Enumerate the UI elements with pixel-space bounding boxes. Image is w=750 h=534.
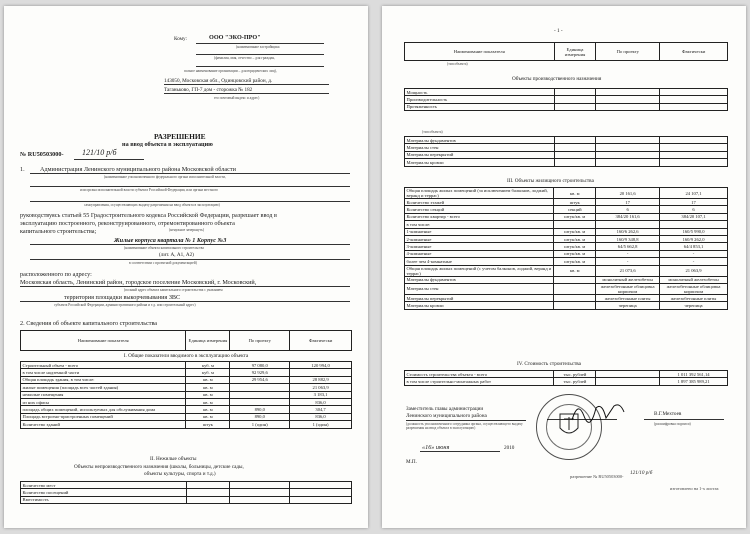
table-row bbox=[405, 159, 728, 166]
indicator-cell: Количество этажей bbox=[405, 199, 554, 206]
unit-cell bbox=[554, 103, 596, 110]
project-cell bbox=[596, 378, 660, 385]
permit-number-handwritten: 121/10 р/б bbox=[82, 148, 117, 157]
table-row bbox=[21, 489, 352, 496]
indicator-cell: Материалы кровли bbox=[405, 302, 554, 309]
table-row bbox=[21, 413, 352, 420]
actual-cell bbox=[290, 489, 352, 496]
table-row bbox=[405, 151, 728, 158]
unit-cell bbox=[186, 482, 230, 489]
signatory-role-1: Заместитель главы администрации bbox=[406, 406, 484, 412]
actual-cell bbox=[660, 89, 728, 96]
indicator-cell: в том числе строительно-монтажных работ bbox=[405, 378, 554, 385]
indicator-cell: площадь общих помещений, используемых для обслуживания дома bbox=[21, 406, 186, 413]
document-page-right: - 1 - Наименование показателя Единица измерения По проекту Фактически (тип объекта) Объекты производственного назначения Мощность Производительность Протяженность (тип объекта) Материалы фундаментов Материалы стен Материалы перекрытий Материалы кровли III. Объекты жилищного строительства Общая площадь жилых помещений (за исключением балконов, лоджий, веранд и террас) кв. м 20 161,6 24 107,1 Количество этажей штук 17 17 Количество секций секций 6 6 Количество квартир - всего штук/кв. м 384/20 161,6 384/20 107,1 в том числе: 1-комнатные штук/кв. м 160/6 262,6 160/5 990,0 2-комнатные штук/кв. м 160/9 348,8 160/9 262,0 3-комнатные штук/кв. м 64/5 662,8 64/4 853,1 4-комнатные штук/кв. м - - более чем 4-комнатные штук/кв. м - - Общая площадь жилых помещений (с учетом балконов, лоджий, веранд и террас) кв. м 21 073,6 21 063,9 Материалы фундаментов монолитный железобетон монолитный железобетон Материалы стен железобетонные облицовка кирпичом железобетонные облицовка кирпичом Материалы перекрытий железобетонные плиты железобетонные плиты Материалы кровли черепица черепица IV. Стоимость строительства Стоимость строительства объекта - всего тыс. рублей 1 011 392 561,14 в том числе строительно-монтажных работ тыс. рублей 1 897 385 989,21 Заместитель главы администрации Ленинского муниципального района (должность уполномоченного сотрудника органа, осуществляющего выдачу разрешения на ввод объекта в эксплуатацию) В.Г.Мехтоев (расшифровка подписи) «16» июня 2010 М.П. разрешение № RU50503000- 121/10 р/б изготовлено на 1-х листах bbox=[382, 6, 746, 528]
indicator-cell: Материалы кровли bbox=[405, 159, 555, 166]
table-row bbox=[21, 391, 352, 398]
actual-cell: 836,0 bbox=[290, 413, 352, 420]
project-cell bbox=[596, 221, 660, 228]
project-cell: 97 080,0 bbox=[230, 362, 290, 369]
page-number: - 1 - bbox=[554, 28, 563, 34]
unit-cell bbox=[554, 137, 596, 144]
unit-cell: кв. м bbox=[554, 188, 596, 199]
table-row bbox=[405, 188, 728, 199]
actual-cell bbox=[660, 103, 728, 110]
unit-cell bbox=[554, 283, 596, 294]
issue-year: 2010 bbox=[504, 445, 515, 451]
indicators-table-right-header: Наименование показателя Единица измерения По проекту Фактически bbox=[404, 42, 728, 61]
table-row bbox=[21, 482, 352, 489]
actual-cell: - bbox=[660, 250, 728, 257]
actual-cell: 3 183,1 bbox=[290, 391, 352, 398]
table-row bbox=[405, 378, 728, 385]
project-cell: - bbox=[596, 250, 660, 257]
actual-cell bbox=[660, 151, 728, 158]
project-cell bbox=[596, 159, 660, 166]
indicator-cell: 3-комнатные bbox=[405, 243, 554, 250]
footer-permit-label: разрешение № RU50503000- bbox=[570, 474, 624, 479]
object-name: Жилые корпуса квартала № 1 Корпус №3 bbox=[114, 237, 227, 244]
recipient-address-1: 143050, Московская обл., Одинцовский район, д. bbox=[164, 78, 273, 84]
indicator-cell: Строительный объем - всего bbox=[21, 362, 186, 369]
project-cell bbox=[230, 489, 290, 496]
indicator-cell: более чем 4-комнатные bbox=[405, 258, 554, 265]
unit-cell bbox=[186, 489, 230, 496]
actual-cell: 21 063,9 bbox=[660, 265, 728, 276]
project-cell bbox=[596, 371, 660, 378]
unit-cell: штук/кв. м bbox=[554, 258, 596, 265]
actual-cell bbox=[660, 159, 728, 166]
project-cell: железобетонные плиты bbox=[596, 294, 660, 301]
actual-cell: 160/5 990,0 bbox=[660, 228, 728, 235]
unit-cell bbox=[554, 302, 596, 309]
table-row bbox=[405, 276, 728, 283]
unit-cell bbox=[554, 294, 596, 301]
unit-cell: кв. м bbox=[186, 413, 230, 420]
indicator-cell: жилые помещения (площадь всех частей здания) bbox=[21, 384, 186, 391]
indicator-cell: Производительность bbox=[405, 96, 555, 103]
section-i-heading: I. Общие показатели вводимого в эксплуатацию объекта bbox=[123, 353, 249, 359]
project-cell: железобетонные облицовка кирпичом bbox=[596, 283, 660, 294]
table-row bbox=[405, 228, 728, 235]
indicator-cell: Мощность bbox=[405, 89, 555, 96]
project-cell: 64/5 662,8 bbox=[596, 243, 660, 250]
indicator-cell: из них офисы bbox=[21, 398, 186, 405]
unit-cell: кв. м bbox=[186, 376, 230, 383]
actual-cell: - bbox=[660, 258, 728, 265]
project-cell: 160/6 262,6 bbox=[596, 228, 660, 235]
table-row bbox=[21, 398, 352, 405]
unit-cell: штук bbox=[186, 421, 230, 428]
actual-cell bbox=[660, 137, 728, 144]
indicator-cell: Вместимость bbox=[21, 496, 187, 503]
indicator-cell: Количество квартир - всего bbox=[405, 213, 554, 220]
indicator-cell: Количество посещений bbox=[21, 489, 187, 496]
cost-table bbox=[404, 370, 728, 386]
indicator-cell: Материалы стен bbox=[405, 283, 554, 294]
footer-sheets-note: изготовлено на 1-х листах bbox=[670, 486, 719, 491]
table-row bbox=[21, 406, 352, 413]
table-row bbox=[405, 199, 728, 206]
project-cell bbox=[596, 96, 660, 103]
table-row bbox=[405, 294, 728, 301]
seal-place-label: М.П. bbox=[406, 459, 417, 465]
project-cell bbox=[596, 89, 660, 96]
unit-cell: куб. м bbox=[186, 362, 230, 369]
project-cell: - bbox=[596, 258, 660, 265]
production-materials-table bbox=[404, 136, 728, 167]
indicator-cell: Материалы стен bbox=[405, 144, 555, 151]
document-title: РАЗРЕШЕНИЕ bbox=[154, 132, 206, 141]
indicator-cell: 2-комнатные bbox=[405, 235, 554, 242]
table-row bbox=[405, 250, 728, 257]
actual-cell: 304,7 bbox=[290, 406, 352, 413]
indicators-table-left bbox=[20, 330, 352, 429]
recipient-address-2: Таганьково, ГП-7 дом - сторожка № 182 bbox=[164, 87, 253, 93]
table-row bbox=[21, 384, 352, 391]
unit-cell: штук bbox=[554, 199, 596, 206]
signatory-role-2: Ленинского муниципального района bbox=[406, 413, 487, 419]
permit-number-label: № RU50503000- bbox=[20, 151, 64, 158]
unit-cell: штук/кв. м bbox=[554, 235, 596, 242]
table-row bbox=[21, 376, 352, 383]
table-row bbox=[405, 235, 728, 242]
indicator-cell: Количество секций bbox=[405, 206, 554, 213]
issuing-authority: Администрация Ленинского муниципального района Московской области bbox=[40, 166, 236, 173]
actual-cell: 160/9 262,0 bbox=[660, 235, 728, 242]
project-cell bbox=[596, 103, 660, 110]
project-cell bbox=[230, 391, 290, 398]
unit-cell: кв. м bbox=[186, 391, 230, 398]
nonresidential-table bbox=[20, 481, 352, 504]
table-row bbox=[21, 496, 352, 503]
table-row bbox=[405, 221, 728, 228]
table-row bbox=[405, 103, 728, 110]
indicator-cell: Материалы перекрытий bbox=[405, 294, 554, 301]
unit-cell bbox=[186, 496, 230, 503]
actual-cell: 836,0 bbox=[290, 398, 352, 405]
object-address-2: территория площадки выкорчевывания ЗВС bbox=[64, 294, 181, 301]
actual-cell: 64/4 853,1 bbox=[660, 243, 728, 250]
actual-cell: 24 107,1 bbox=[660, 188, 728, 199]
indicator-cell: Материалы фундаментов bbox=[405, 137, 555, 144]
actual-cell: черепица bbox=[660, 302, 728, 309]
unit-cell bbox=[554, 144, 596, 151]
footer-permit-number: 121/10 р/б bbox=[630, 470, 653, 476]
project-cell bbox=[596, 137, 660, 144]
unit-cell: штук/кв. м bbox=[554, 243, 596, 250]
header-unit: Единица измерения bbox=[186, 331, 230, 351]
indicator-cell: Количество зданий bbox=[21, 421, 186, 428]
project-cell: 17 bbox=[596, 199, 660, 206]
project-cell bbox=[230, 496, 290, 503]
actual-cell: 1 011 392 561,14 bbox=[660, 371, 728, 378]
actual-cell bbox=[660, 96, 728, 103]
indicator-cell: Общая площадь жилых помещений (с учетом балконов, лоджий, веранд и террас) bbox=[405, 265, 554, 276]
actual-cell bbox=[660, 144, 728, 151]
actual-cell: 120 994,0 bbox=[290, 362, 352, 369]
table-row bbox=[405, 243, 728, 250]
project-cell: 6 bbox=[596, 206, 660, 213]
actual-cell: монолитный железобетон bbox=[660, 276, 728, 283]
project-cell: 21 073,6 bbox=[596, 265, 660, 276]
header-project: По проекту bbox=[230, 331, 290, 351]
indicator-cell: 1-комнатные bbox=[405, 228, 554, 235]
table-row bbox=[405, 137, 728, 144]
unit-cell bbox=[554, 221, 596, 228]
actual-cell: железобетонные плиты bbox=[660, 294, 728, 301]
project-cell bbox=[596, 144, 660, 151]
section-ii-heading: II. Нежилые объекты bbox=[150, 456, 197, 462]
project-cell: 384/20 161,6 bbox=[596, 213, 660, 220]
project-cell: 160/9 348,8 bbox=[596, 235, 660, 242]
table-row bbox=[405, 206, 728, 213]
indicator-cell: Общая площадь жилых помещений (за исключением балконов, лоджий, веранд и террас) bbox=[405, 188, 554, 199]
unit-cell: штук/кв. м bbox=[554, 228, 596, 235]
table-row bbox=[405, 302, 728, 309]
unit-cell bbox=[554, 96, 596, 103]
table-row bbox=[21, 421, 352, 428]
indicator-cell: Протяженность bbox=[405, 103, 555, 110]
table-row bbox=[405, 283, 728, 294]
unit-cell: тыс. рублей bbox=[554, 371, 596, 378]
handwritten-signature bbox=[568, 398, 628, 426]
unit-cell: кв. м bbox=[186, 384, 230, 391]
table-row bbox=[405, 89, 728, 96]
project-cell bbox=[596, 151, 660, 158]
indicator-cell: Материалы фундаментов bbox=[405, 276, 554, 283]
unit-cell bbox=[554, 151, 596, 158]
actual-cell: железобетонные облицовка кирпичом bbox=[660, 283, 728, 294]
issue-date: «16» июня bbox=[422, 444, 450, 451]
indicator-cell: в том числе надземной части bbox=[21, 369, 186, 376]
project-cell bbox=[230, 398, 290, 405]
indicator-cell: 4-комнатные bbox=[405, 250, 554, 257]
production-table bbox=[404, 88, 728, 111]
unit-cell: штук/кв. м bbox=[554, 213, 596, 220]
unit-cell bbox=[554, 276, 596, 283]
unit-cell: кв. м bbox=[554, 265, 596, 276]
actual-cell: 1 897 385 989,21 bbox=[660, 378, 728, 385]
indicator-cell: нежилые помещения bbox=[21, 391, 186, 398]
actual-cell: 21 063,9 bbox=[290, 384, 352, 391]
unit-cell: секций bbox=[554, 206, 596, 213]
table-row bbox=[405, 265, 728, 276]
actual-cell bbox=[290, 369, 352, 376]
project-cell: 1 (один) bbox=[230, 421, 290, 428]
table-row bbox=[21, 369, 352, 376]
object-letters: (лит. А, А1, А2) bbox=[159, 252, 194, 258]
project-cell: черепица bbox=[596, 302, 660, 309]
unit-cell: тыс. рублей bbox=[554, 378, 596, 385]
project-cell: 29 954,6 bbox=[230, 376, 290, 383]
project-cell: 890,0 bbox=[230, 413, 290, 420]
project-cell bbox=[230, 482, 290, 489]
actual-cell: 1 (один) bbox=[290, 421, 352, 428]
unit-cell bbox=[554, 159, 596, 166]
actual-cell: 28 882,9 bbox=[290, 376, 352, 383]
table-row bbox=[405, 371, 728, 378]
actual-cell bbox=[290, 482, 352, 489]
unit-cell: куб. м bbox=[186, 369, 230, 376]
signatory-name: В.Г.Мехтоев bbox=[654, 411, 682, 417]
indicator-cell: Общая площадь здания, в том числе: bbox=[21, 376, 186, 383]
actual-cell: 384/20 107,1 bbox=[660, 213, 728, 220]
project-cell: 20 161,6 bbox=[596, 188, 660, 199]
table-row bbox=[405, 258, 728, 265]
project-cell: монолитный железобетон bbox=[596, 276, 660, 283]
indicator-cell: Площадь встроено-пристроенных помещений bbox=[21, 413, 186, 420]
section-2-heading: 2. Сведения об объекте капитального строительства bbox=[20, 320, 158, 327]
unit-cell: штук/кв. м bbox=[554, 250, 596, 257]
table-row bbox=[405, 213, 728, 220]
header-actual: Фактически bbox=[290, 331, 352, 351]
unit-cell bbox=[554, 89, 596, 96]
unit-cell: кв. м bbox=[186, 406, 230, 413]
to-label: Кому: bbox=[174, 36, 187, 42]
object-address: Московская область, Ленинский район, городское поселение Московский, г. Московский, bbox=[20, 279, 257, 286]
project-cell: 92 929,6 bbox=[230, 369, 290, 376]
document-page-left: Кому: ООО "ЭКО-ПРО" (наименование застройщика (фамилия, имя, отчество – для граждан, полное наименование организации – для юридических лиц), 143050, Московская обл., Одинцовский район, д. Таганьково, ГП-7 дом - сторожка № 182 его почтовый индекс и адрес) РАЗРЕШЕНИЕ на ввод объекта в эксплуатацию № RU50503000- 121/10 р/б 1. Администрация Ленинского муниципального района Московской области (наименование уполномоченного федерального органа исполнительной власти, или органа исполнительной власти субъекта Российской Федерации, или органа местного самоуправления, осуществляющих выдачу разрешения на ввод объекта в эксплуатацию) руководствуясь статьей 55 Градостроительного кодекса Российской Федерации, разрешает ввод в эксплуатацию построенного, реконструированного, отремонтированного объекта капитального строительства; (ненужное зачеркнуть) Жилые корпуса квартала № 1 Корпус №3 (наименование объекта капитального строительства (лит. А, А1, А2) в соответствии с проектной документацией) расположенного по адресу: Московская область, Ленинский район, городское поселение Московский, г. Московский, (полный адрес объекта капитального строительства с указанием территория площадки выкорчевывания ЗВС субъекта Российской Федерации, административного района и т.д. или строительный адрес) 2. Сведения об объекте капитального строительства Наименование показателя Единица измерения По проекту Фактически I. Общие показатели вводимого в эксплуатацию объекта Строительный объем - всего куб. м 97 080,0 120 994,0 в том числе надземной части куб. м 92 929,6 Общая площадь здания, в том числе: кв. м 29 954,6 28 882,9 жилые помещения (площадь всех частей здания) кв. м 21 063,9 нежилые помещения кв. м 3 183,1 из них офисы кв. м 836,0 площадь общих помещений, используемых для обслуживания дома кв. м 890,0 304,7 Площадь встроено-пристроенных помещений кв. м 890,0 836,0 Количество зданий штук 1 (один) 1 (один) II. Нежилые объекты Объекты непроизводственного назначения (школы, больницы, детские сады, объекты культуры, спорта и т.д.) Количество мест Количество посещений Вместимость bbox=[4, 6, 368, 528]
unit-cell: кв. м bbox=[186, 398, 230, 405]
project-cell bbox=[230, 384, 290, 391]
actual-cell bbox=[290, 496, 352, 503]
indicator-cell: Количество мест bbox=[21, 482, 187, 489]
indicator-cell: в том числе: bbox=[405, 221, 554, 228]
production-objects-heading: Объекты производственного назначения bbox=[512, 76, 602, 82]
table-row bbox=[405, 144, 728, 151]
residential-table bbox=[404, 187, 728, 310]
indicator-cell: Стоимость строительства объекта - всего bbox=[405, 371, 554, 378]
actual-cell bbox=[660, 221, 728, 228]
header-indicator: Наименование показателя bbox=[21, 331, 186, 351]
table-row bbox=[405, 96, 728, 103]
table-row bbox=[21, 362, 352, 369]
recipient-name: ООО "ЭКО-ПРО" bbox=[209, 34, 261, 41]
section-iii-heading: III. Объекты жилищного строительства bbox=[507, 178, 594, 184]
actual-cell: 17 bbox=[660, 199, 728, 206]
actual-cell: 6 bbox=[660, 206, 728, 213]
document-subtitle: на ввод объекта в эксплуатацию bbox=[122, 141, 213, 148]
project-cell: 890,0 bbox=[230, 406, 290, 413]
section-iv-heading: IV. Стоимость строительства bbox=[517, 361, 581, 367]
indicator-cell: Материалы перекрытий bbox=[405, 151, 555, 158]
